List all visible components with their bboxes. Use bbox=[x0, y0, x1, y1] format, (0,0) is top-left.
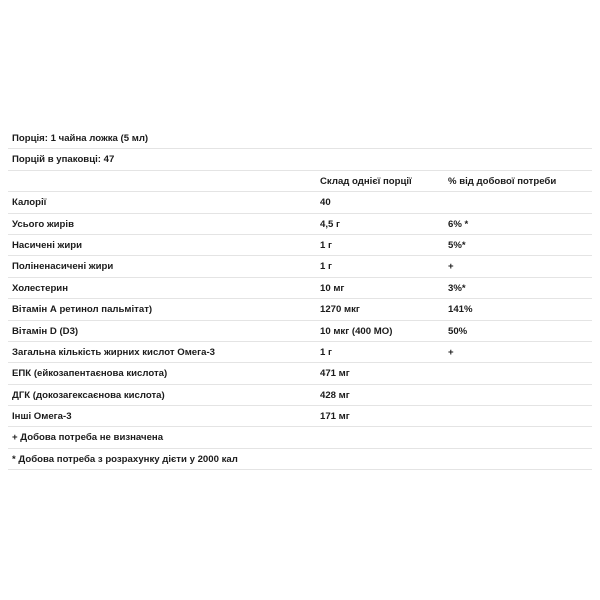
daily-value-percent: 50% bbox=[448, 325, 468, 337]
servings-per-container: Порцій в упаковці: 47 bbox=[12, 154, 115, 166]
amount-per-serving: 10 мкг (400 МО) bbox=[320, 325, 393, 337]
table-row bbox=[8, 278, 592, 299]
servings-per-container-row bbox=[8, 149, 592, 170]
nutrition-facts-table bbox=[8, 128, 592, 470]
table-row bbox=[8, 299, 592, 320]
footnote-daily-diet: * Добова потреба з розрахунку дієти у 2000 кал bbox=[12, 453, 238, 465]
nutrient-name: Вітамін D (D3) bbox=[12, 325, 79, 337]
footnote-row bbox=[8, 427, 592, 448]
amount-per-serving: 1 г bbox=[320, 239, 332, 251]
header-daily-value: % від добової потреби bbox=[448, 175, 557, 187]
table-row bbox=[8, 385, 592, 406]
table-header-row bbox=[8, 171, 592, 192]
amount-per-serving: 1 г bbox=[320, 261, 332, 273]
table-row bbox=[8, 342, 592, 363]
amount-per-serving: 40 bbox=[320, 197, 331, 209]
nutrient-name: Загальна кількість жирних кислот Омега-3 bbox=[12, 346, 215, 358]
daily-value-percent: + bbox=[448, 346, 454, 358]
table-row bbox=[8, 235, 592, 256]
footnote-not-defined: + Добова потреба не визначена bbox=[12, 432, 164, 444]
nutrient-name: Насичені жири bbox=[12, 239, 82, 251]
amount-per-serving: 4,5 г bbox=[320, 218, 340, 230]
nutrient-name: Вітамін А ретинол пальмітат) bbox=[12, 304, 153, 316]
table-row bbox=[8, 406, 592, 427]
daily-value-percent: 141% bbox=[448, 304, 473, 316]
amount-per-serving: 171 мг bbox=[320, 411, 350, 423]
table-row bbox=[8, 192, 592, 213]
nutrient-name: ДГК (докозагексаєнова кислота) bbox=[12, 389, 165, 401]
daily-value-percent: 6% * bbox=[448, 218, 469, 230]
daily-value-percent: + bbox=[448, 261, 454, 273]
nutrient-name: Поліненасичені жири bbox=[12, 261, 114, 273]
serving-size-row bbox=[8, 128, 592, 149]
amount-per-serving: 428 мг bbox=[320, 389, 350, 401]
amount-per-serving: 1270 мкг bbox=[320, 304, 360, 316]
table-row bbox=[8, 214, 592, 235]
amount-per-serving: 10 мг bbox=[320, 282, 345, 294]
amount-per-serving: 1 г bbox=[320, 346, 332, 358]
nutrient-rows bbox=[8, 192, 592, 427]
footnote-row bbox=[8, 449, 592, 470]
nutrient-name: Калорії bbox=[12, 197, 47, 209]
nutrient-name: ЕПК (ейкозапентаєнова кислота) bbox=[12, 368, 168, 380]
table-row bbox=[8, 256, 592, 277]
serving-size: Порція: 1 чайна ложка (5 мл) bbox=[12, 133, 149, 144]
table-row bbox=[8, 363, 592, 384]
header-per-serving: Склад однієї порції bbox=[320, 175, 412, 187]
table-row bbox=[8, 321, 592, 342]
nutrient-name: Інші Омега-3 bbox=[12, 411, 72, 423]
nutrient-name: Усього жирів bbox=[12, 218, 74, 230]
nutrient-name: Холестерин bbox=[12, 282, 68, 294]
amount-per-serving: 471 мг bbox=[320, 368, 350, 380]
daily-value-percent: 3%* bbox=[448, 282, 466, 294]
daily-value-percent: 5%* bbox=[448, 239, 466, 251]
